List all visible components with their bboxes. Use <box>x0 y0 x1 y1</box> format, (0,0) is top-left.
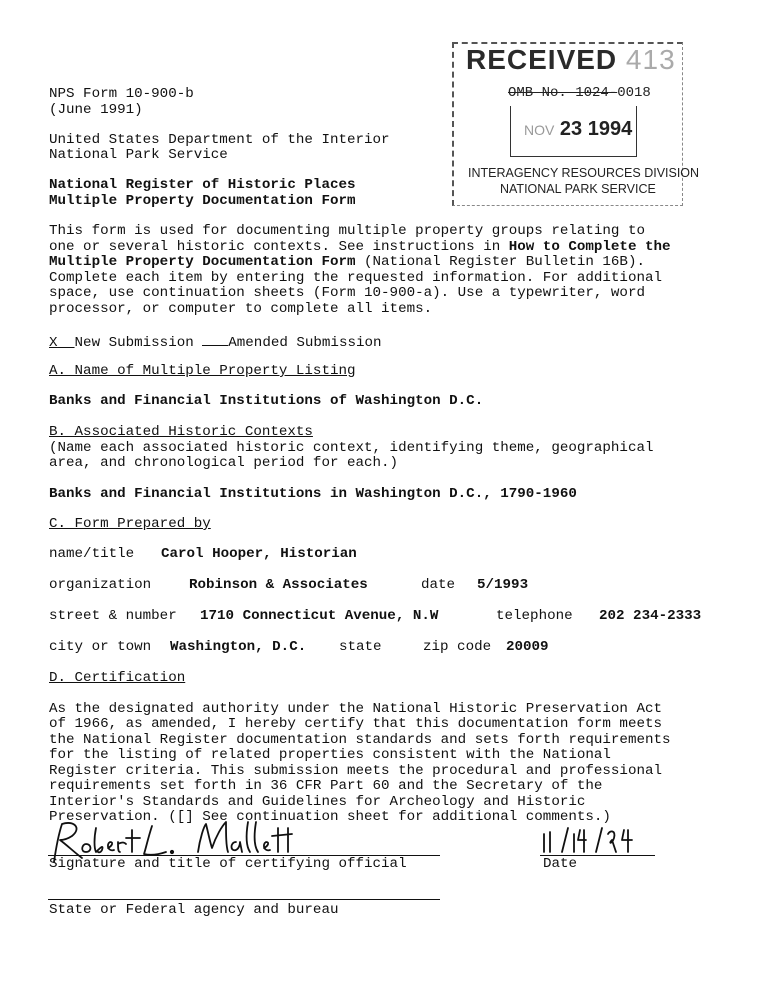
section-b-instructions-1: (Name each associated historic context, identifying theme, geographical <box>49 440 654 456</box>
omb-number: OMB No. 1024-0018 <box>508 85 651 101</box>
agency-label: State or Federal agency and bureau <box>49 902 339 918</box>
telephone-label: telephone <box>496 608 573 624</box>
stamp-date: NOV 23 1994 <box>524 118 633 140</box>
intro-line-5: space, use continuation sheets (Form 10-900-a). Use a typewriter, word <box>49 285 645 301</box>
agency: National Park Service <box>49 147 228 163</box>
organization-value: Robinson & Associates <box>189 577 368 593</box>
intro-line-1: This form is used for documenting multiple property groups relating to <box>49 223 645 239</box>
form-date: (June 1991) <box>49 102 143 118</box>
section-d-heading: D. Certification <box>49 670 186 686</box>
form-number: NPS Form 10-900-b <box>49 86 194 102</box>
city-value: Washington, D.C. <box>170 639 307 655</box>
signature-label: Signature and title of certifying official <box>49 856 407 872</box>
multiple-property-name: Banks and Financial Institutions of Washington D.C. <box>49 393 484 409</box>
historic-context: Banks and Financial Institutions in Washington D.C., 1790-1960 <box>49 486 577 502</box>
organization-label: organization <box>49 577 152 593</box>
certification-line-2: of 1966, as amended, I hereby certify that this documentation form meets <box>49 716 662 732</box>
certification-line-5: Register criteria. This submission meets the procedural and professional <box>49 763 662 779</box>
state-label: state <box>339 639 382 655</box>
agency-line <box>48 899 440 900</box>
department: United States Department of the Interior <box>49 132 390 148</box>
street-value: 1710 Connecticut Avenue, N.W <box>200 608 439 624</box>
certification-line-1: As the designated authority under the National Historic Preservation Act <box>49 701 662 717</box>
register-title: National Register of Historic Places <box>49 177 356 193</box>
certification-line-3: the National Register documentation standards and sets forth requirements <box>49 732 671 748</box>
signature-date-label: Date <box>543 856 578 872</box>
handwritten-date <box>540 826 660 856</box>
submission-type <box>49 333 382 352</box>
section-c-heading: C. Form Prepared by <box>49 516 211 532</box>
telephone-value: 202 234-2333 <box>599 608 702 624</box>
stamp-received-text: RECEIVED 413 <box>466 44 676 75</box>
name-title-value: Carol Hooper, Historian <box>161 546 357 562</box>
certification-line-8: Preservation. ([] See continuation sheet for additional comments.) <box>49 809 611 825</box>
intro-line-6: processor, or computer to complete all items. <box>49 301 433 317</box>
intro-line-2: one or several historic contexts. See instructions in How to Complete the <box>49 239 671 255</box>
received-stamp <box>452 42 700 206</box>
intro-line-3: Multiple Property Documentation Form (National Register Bulletin 16B). <box>49 254 645 270</box>
certification-line-7: Interior's Standards and Guidelines for Archeology and Historic <box>49 794 586 810</box>
stamp-service: NATIONAL PARK SERVICE <box>500 182 656 196</box>
city-label: city or town <box>49 639 152 655</box>
section-b-heading: B. Associated Historic Contexts <box>49 424 313 440</box>
stamp-division: INTERAGENCY RESOURCES DIVISION <box>468 166 700 180</box>
date-label: date <box>421 577 456 593</box>
zip-label: zip code <box>423 639 492 655</box>
name-title-label: name/title <box>49 546 135 562</box>
amended-submission-checkbox[interactable] <box>202 333 228 346</box>
amended-submission-label: Amended Submission <box>228 335 382 351</box>
section-a-heading: A. Name of Multiple Property Listing <box>49 363 356 379</box>
new-submission-label: New Submission <box>74 335 194 351</box>
date-value: 5/1993 <box>477 577 529 593</box>
intro-line-4: Complete each item by entering the requested information. For additional <box>49 270 662 286</box>
form-title: Multiple Property Documentation Form <box>49 193 356 209</box>
certification-line-4: for the listing of related properties consistent with the National <box>49 747 611 763</box>
section-b-instructions-2: area, and chronological period for each.) <box>49 455 399 471</box>
certification-line-6: requirements set forth in 36 CFR Part 60 and the Secretary of the <box>49 778 603 794</box>
street-label: street & number <box>49 608 177 624</box>
new-submission-checkbox[interactable]: X <box>49 335 58 351</box>
zip-value: 20009 <box>506 639 549 655</box>
